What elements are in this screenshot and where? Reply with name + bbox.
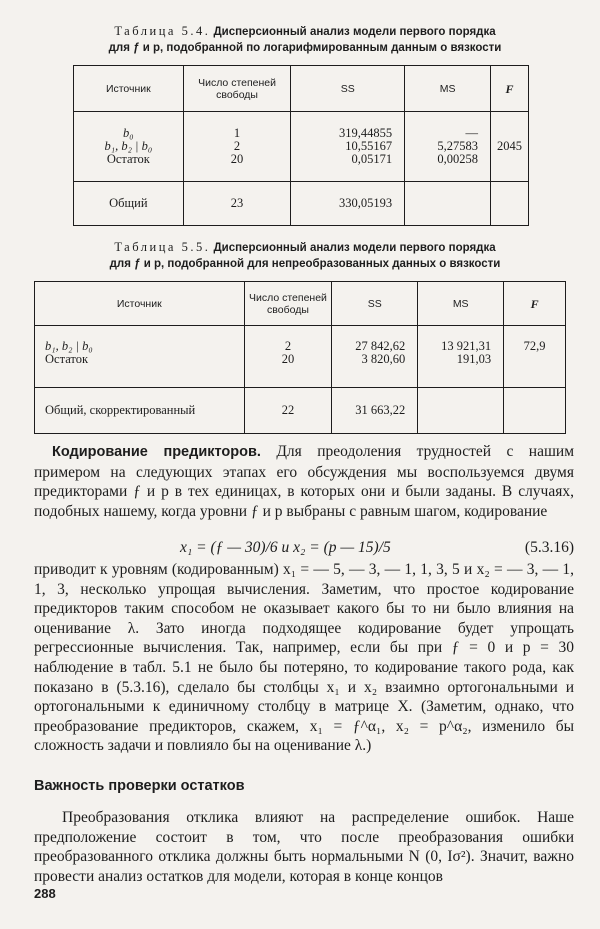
f-cell: 72,9 (504, 326, 566, 388)
header-ms: MS (405, 66, 491, 112)
ms-cell (418, 388, 504, 434)
source-cell: b₁, b₂ | b₀ Остаток (35, 326, 245, 388)
table-5-5-subtitle: для ƒ и p, подобранной для непреобразованных данных о вязкости (109, 258, 501, 270)
df-cell: 23 (183, 182, 291, 226)
residuals-heading: Важность проверки остатков (34, 778, 245, 794)
header-df: Число степеней свободы (244, 282, 332, 326)
ss-cell: 31 663,22 (332, 388, 418, 434)
formula-number: (5.3.16) (524, 539, 574, 556)
ss-cell: 319,44855 10,55167 0,05171 (291, 112, 405, 182)
header-f: F (491, 66, 529, 112)
df-cell: 1 2 20 (183, 112, 291, 182)
header-ss: SS (291, 66, 405, 112)
table-5-5-label: Таблица 5.5. (114, 240, 211, 254)
f-cell: 2045 (491, 112, 529, 182)
residuals-paragraph: Преобразования отклика влияют на распределение ошибок. Наше предположение состоит в том, что после преобразования ошибки преобразованного отклика должны быть нормальными N (0, Iσ²). Значит, важно провести анализ остатков для модели, которая в конце концов (34, 809, 574, 885)
table-row (74, 182, 529, 226)
table-5-5 (34, 281, 566, 434)
source-cell: b₀ b₁, b₂ | b₀ Остаток (74, 112, 184, 182)
page-number: 288 (34, 886, 56, 901)
table-5-4-subtitle: для ƒ и p, подобранной по логарифмированным данным о вязкости (108, 42, 502, 54)
header-source: Источник (74, 66, 184, 112)
header-df: Число степеней свободы (183, 66, 291, 112)
table-5-4-label: Таблица 5.4. (114, 24, 211, 38)
table-5-4 (73, 65, 529, 226)
table-5-5-title: Дисперсионный анализ модели первого порядка (213, 242, 496, 254)
f-cell (491, 182, 529, 226)
table-5-4-title: Дисперсионный анализ модели первого порядка (213, 26, 496, 38)
ms-cell (405, 182, 491, 226)
table-row (35, 326, 566, 388)
coding-intro-paragraph (34, 442, 574, 521)
header-ss: SS (332, 282, 418, 326)
table-5-4-caption (40, 24, 570, 56)
coding-intro-text: Для преодоления трудностей с нашим примером на следующих этапах его обсуждения мы воспользуемся двумя предикторами ƒ и p в тех единицах, в которых они и были заданы. В случаях, подобных нашему, когда уровни ƒ и p выбраны с равным шагом, кодирование (34, 443, 574, 520)
formula-5-3-16: x₁ = (ƒ — 30)/6 и x₂ = (p — 15)/5 (180, 539, 391, 556)
coding-title: Кодирование предикторов. (52, 444, 261, 460)
ss-cell: 27 842,62 3 820,60 (332, 326, 418, 388)
header-ms: MS (418, 282, 504, 326)
table-5-5-caption (40, 240, 570, 272)
header-f: F (504, 282, 566, 326)
coding-body-paragraph: приводит к уровням (кодированным) x₁ = — 5, — 3, — 1, 1, 3, 5 и x₂ = — 3, — 1, 1, 3, несколько упрощая вычисления. Заметим, что простое кодирование предикторов таким способом не оказывает какого бы то ни было влияния на оценивание λ. Зато иногда подходящее кодирование будет упрощать регрессионные вычисления. Так, например, если бы при ƒ = 0 и p = 30 наблюдение в табл. 5.1 не было бы потеряно, то кодирование такого рода, как показано в (5.3.16), сделало бы столбцы x₁ и x₂ взаимно ортогональными и ортогональными к единичному столбцу в матрице X. (Заметим, однако, что преобразование предикторов, скажем, x₁ = ƒ^α₁, x₂ = p^α₂, изменило бы сложность задачи и повлияло бы на оценивание λ.) (34, 561, 574, 755)
ms-cell: — 5,27583 0,00258 (405, 112, 491, 182)
df-cell: 2 20 (244, 326, 332, 388)
ss-cell: 330,05193 (291, 182, 405, 226)
f-cell (504, 388, 566, 434)
table-row (74, 112, 529, 182)
df-cell: 22 (244, 388, 332, 434)
source-cell: Общий (74, 182, 184, 226)
source-cell: Общий, скорректированный (35, 388, 245, 434)
ms-cell: 13 921,31 191,03 (418, 326, 504, 388)
header-source: Источник (35, 282, 245, 326)
table-row (35, 388, 566, 434)
